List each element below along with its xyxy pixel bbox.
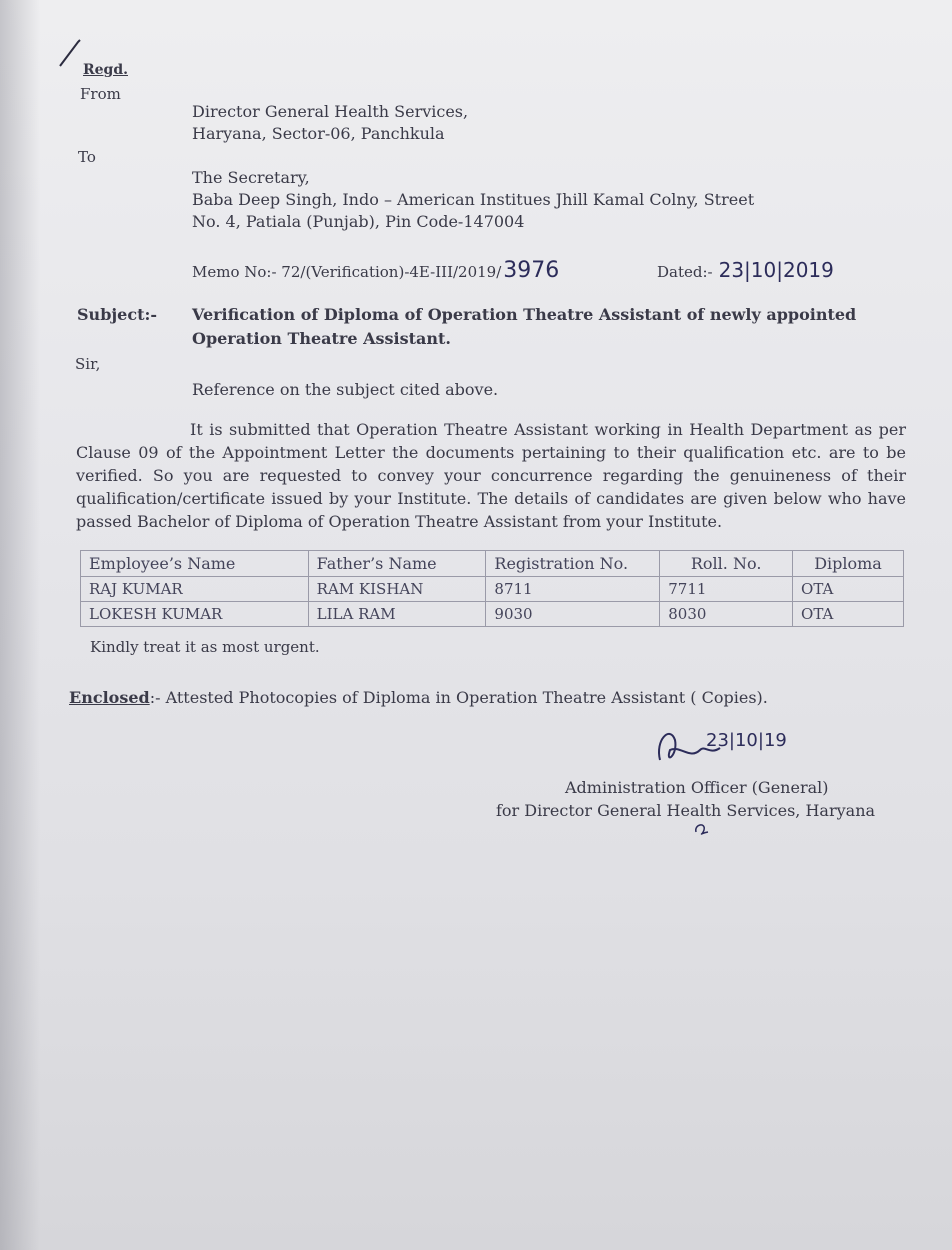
dated-line [657,258,834,282]
table-header-cell: Registration No. [486,551,660,577]
memo-label: Memo No:- 72/(Verification)-4E-III/2019/ [192,263,502,281]
table-cell: 9030 [486,602,660,627]
from-line: Haryana, Sector-06, Panchkula [192,124,445,143]
regd-label: Regd. [83,62,128,78]
enclosed-line [69,688,768,707]
body-paragraph: It is submitted that Operation Theatre Assistant working in Health Department as per Clause 09 of the Appointment Letter the documents pertaining to their qualification etc. are to be verified. So you are requested to convey your concurrence regarding the genuineness of their qualification/certificate issued by your Institute. The details of candidates are given below who have passed Bachelor of Diploma of Operation Theatre Assistant from your Institute. [76,420,906,531]
initial-mark-icon [692,818,712,838]
table-cell: OTA [793,602,904,627]
enclosed-label: Enclosed [69,688,150,707]
signatory-org: for Director General Health Services, Haryana [496,801,876,820]
to-line: Baba Deep Singh, Indo – American Institues Jhill Kamal Colny, Street [192,190,755,209]
table-row [81,602,904,627]
subject-label: Subject:- [77,305,158,324]
table-header-cell: Employee’s Name [81,551,309,577]
table-header-cell: Father’s Name [308,551,486,577]
table-cell: LILA RAM [308,602,486,627]
page-shadow [0,0,40,1250]
table-header-cell: Diploma [793,551,904,577]
signature-date: 23|10|19 [706,730,787,751]
table-cell: LOKESH KUMAR [81,602,309,627]
table-cell: 8711 [486,577,660,602]
table-header-row [81,551,904,577]
subject-text: Verification of Diploma of Operation Theatre Assistant of newly appointed Operation Theatre Assistant. [192,305,857,348]
dated-label: Dated:- [657,263,713,281]
to-label: To [78,148,96,166]
to-line: The Secretary, [192,168,310,187]
table-header-cell: Roll. No. [660,551,793,577]
enclosed-text: :- Attested Photocopies of Diploma in Operation Theatre Assistant ( Copies). [149,688,768,707]
memo-line [192,258,559,283]
table-cell: OTA [793,577,904,602]
to-line: No. 4, Patiala (Punjab), Pin Code-147004 [192,212,525,231]
table-cell: 7711 [660,577,793,602]
table-cell: 8030 [660,602,793,627]
candidates-table [80,550,904,627]
from-label: From [80,85,121,103]
from-address [192,101,468,145]
salutation: Sir, [75,355,101,373]
from-line: Director General Health Services, [192,102,469,121]
table-cell: RAJ KUMAR [81,577,309,602]
reference-line: Reference on the subject cited above. [192,380,499,399]
dated-value: 23|10|2019 [718,258,834,282]
urgent-note: Kindly treat it as most urgent. [90,638,320,656]
to-address [192,167,754,233]
signatory-title: Administration Officer (General) [565,778,829,797]
memo-number: 3976 [503,258,560,283]
table-row [81,577,904,602]
table-cell: RAM KISHAN [308,577,486,602]
